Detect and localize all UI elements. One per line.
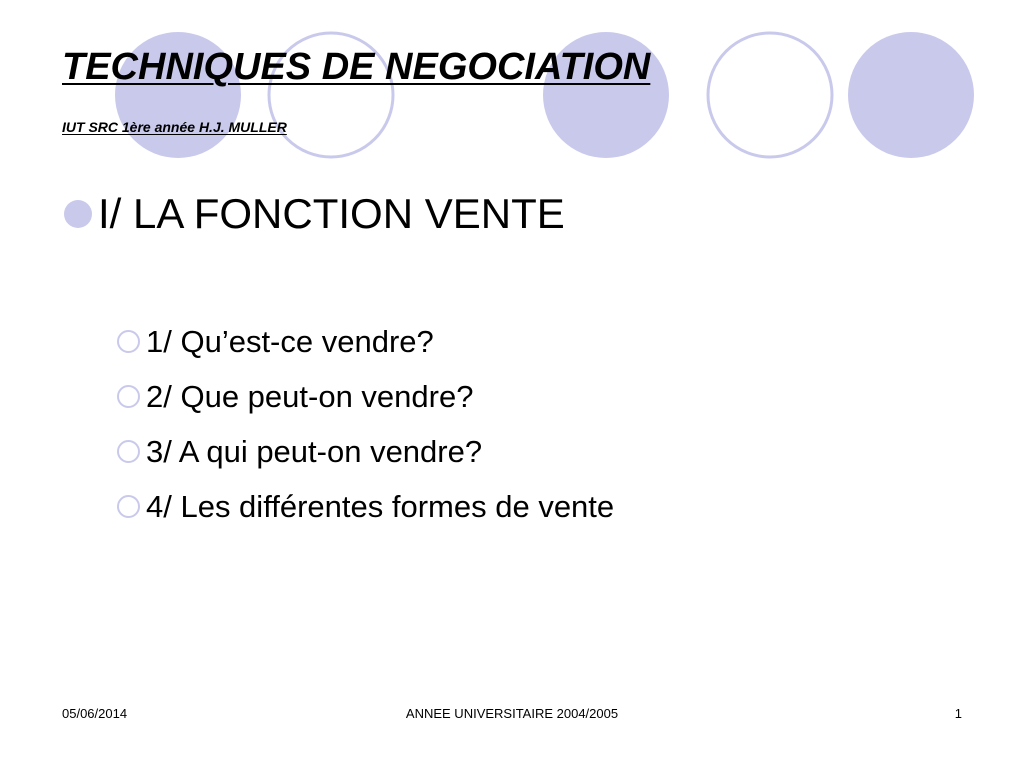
footer-page-number: 1 [954,706,962,721]
sub-point-list [117,314,614,534]
sub-point-text: 3/ A qui peut-on vendre? [146,434,483,469]
footer-date: 05/06/2014 [62,706,128,721]
filled-bullet-icon [64,200,92,228]
sub-point-item [117,424,614,479]
footer-academic-year: ANNEE UNIVERSITAIRE 2004/2005 [405,706,619,721]
ring-bullet-icon [117,385,140,408]
sub-point-text: 1/ Qu’est-ce vendre? [146,324,434,359]
ring-bullet-icon [117,330,140,353]
sub-point-item [117,314,614,369]
sub-point-item [117,479,614,534]
sub-point-text: 2/ Que peut-on vendre? [146,379,474,414]
deco-circle-5 [848,32,974,158]
slide-subtitle: IUT SRC 1ère année H.J. MULLER [62,119,287,135]
decorative-circles [0,0,1024,200]
slide-title: TECHNIQUES DE NEGOCIATION [62,46,651,88]
ring-bullet-icon [117,495,140,518]
sub-point-item [117,369,614,424]
main-point-text: I/ LA FONCTION VENTE [98,190,565,237]
deco-circle-4 [708,33,832,157]
ring-bullet-icon [117,440,140,463]
main-point [64,189,565,239]
sub-point-text: 4/ Les différentes formes de vente [146,489,615,524]
